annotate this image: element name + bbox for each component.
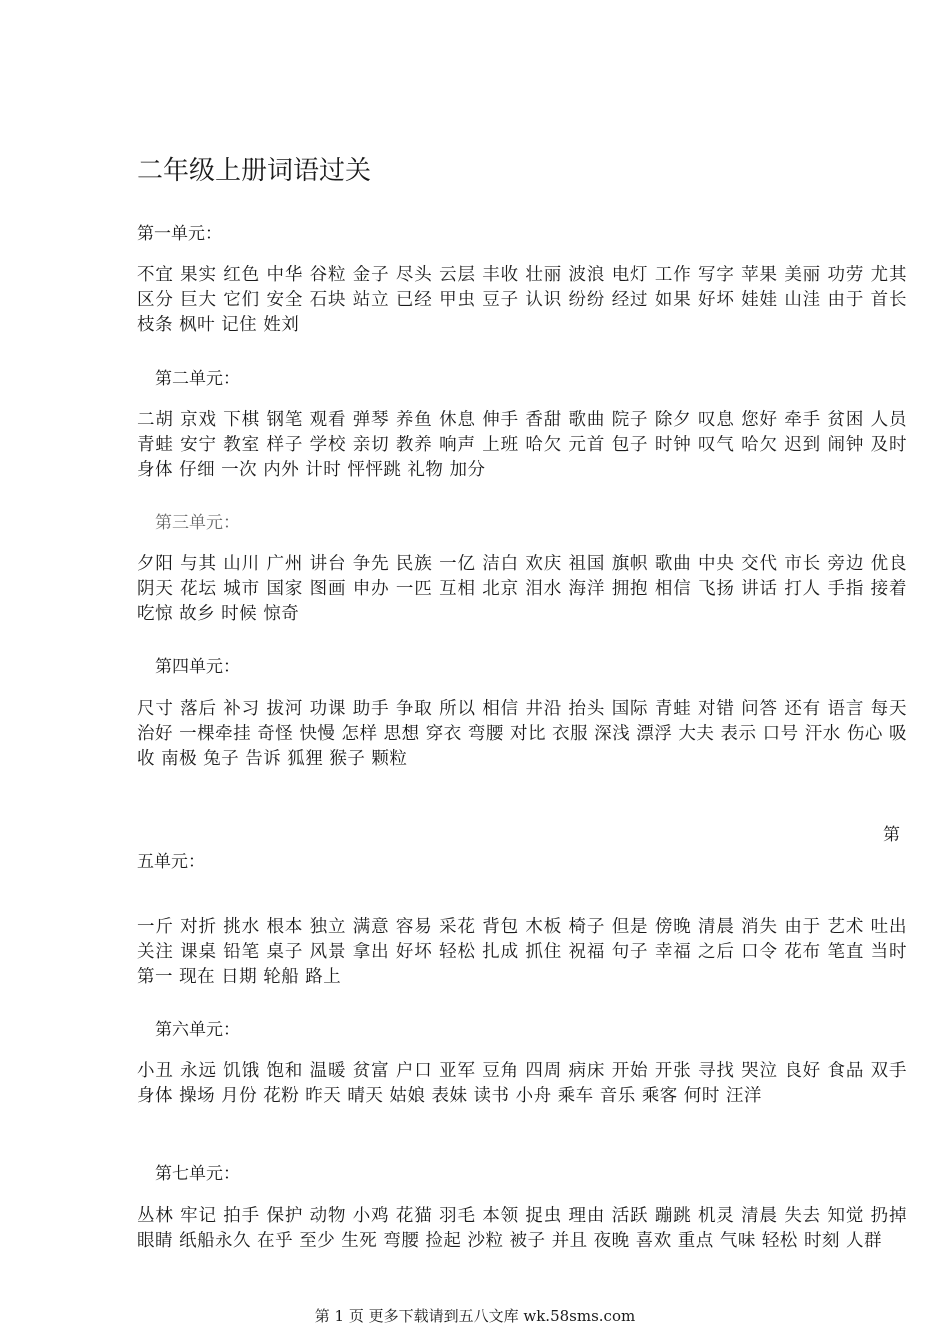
unit-7-words: 丛林 牢记 拍手 保护 动物 小鸡 花猫 羽毛 本领 捉虫 理由 活跃 蹦跳 机灵 清晨 失去 知觉 扔掉 眼睛 纸船永久 在乎 至少 生死 弯腰 捡起 沙粒 被子 并且 夜晚 喜欢 重点 气味 轻松 时刻 人群 bbox=[137, 1206, 907, 1251]
unit-4-words: 尺寸 落后 补习 拔河 功课 助手 争取 所以 相信 井沿 抬头 国际 青蛙 对错 问答 还有 语言 每天 治好 一棵牵挂 奇怪 快慢 怎样 思想 穿衣 弯腰 对比 衣服 深浅 漂浮 大夫 表示 口号 汗水 伤心 吸收 南极 兔子 告诉 狐狸 猴子 颗粒 bbox=[137, 699, 907, 769]
unit-5-heading: 五单元： bbox=[137, 852, 205, 872]
unit-1-words: 不宜 果实 红色 中华 谷粒 金子 尽头 云层 丰收 壮丽 波浪 电灯 工作 写字 苹果 美丽 功劳 尤其 区分 巨大 它们 安全 石块 站立 已经 甲虫 豆子 认识 纷纷 经过 如果 好坏 娃娃 山洼 由于 首长 枝条 枫叶 记住 姓刘 bbox=[137, 265, 907, 335]
unit-3-words: 夕阳 与其 山川 广州 讲台 争先 民族 一亿 洁白 欢庆 祖国 旗帜 歌曲 中央 交代 市长 旁边 优良 阴天 花坛 城市 国家 图画 申办 一匹 互相 北京 泪水 海洋 拥抱 相信 飞扬 讲话 打人 手指 接着 吃惊 故乡 时候 惊奇 bbox=[137, 554, 907, 624]
unit-5-words: 一斤 对折 挑水 根本 独立 满意 容易 采花 背包 木板 椅子 但是 傍晚 清晨 消失 由于 艺术 吐出 关注 课桌 铅笔 桌子 风景 拿出 好坏 轻松 扎成 抓住 祝福 句子 幸福 之后 口令 花布 笔直 当时 第一 现在 日期 轮船 路上 bbox=[137, 917, 907, 987]
unit-6-words: 小丑 永远 饥饿 饱和 温暖 贫富 户口 亚军 豆角 四周 病床 开始 开张 寻找 哭泣 良好 食品 双手 身体 操场 月份 花粉 昨天 晴天 姑娘 表妹 读书 小舟 乘车 音乐 乘客 何时 汪洋 bbox=[137, 1061, 907, 1106]
unit-6-heading: 第六单元： bbox=[155, 1020, 240, 1040]
unit-3-heading: 第三单元： bbox=[155, 513, 240, 533]
unit-1-heading: 第一单元： bbox=[137, 224, 222, 244]
unit-7-heading: 第七单元： bbox=[155, 1164, 240, 1184]
unit-2-words: 二胡 京戏 下棋 钢笔 观看 弹琴 养鱼 休息 伸手 香甜 歌曲 院子 除夕 叹息 您好 牵手 贫困 人员 青蛙 安宁 教室 样子 学校 亲切 教养 响声 上班 哈欠 元首 包子 时钟 叹气 哈欠 迟到 闹钟 及时 身体 仔细 一次 内外 计时 怦怦跳 礼物 加分 bbox=[137, 410, 907, 480]
page-title: 二年级上册词语过关 bbox=[137, 156, 372, 186]
page-footer: 第 1 页 更多下载请到五八文库 wk.58sms.com bbox=[314, 1307, 636, 1325]
unit-4-heading: 第四单元： bbox=[155, 657, 240, 677]
unit-5-heading-fragment: 第 bbox=[883, 825, 900, 845]
unit-2-heading: 第二单元： bbox=[155, 369, 240, 389]
